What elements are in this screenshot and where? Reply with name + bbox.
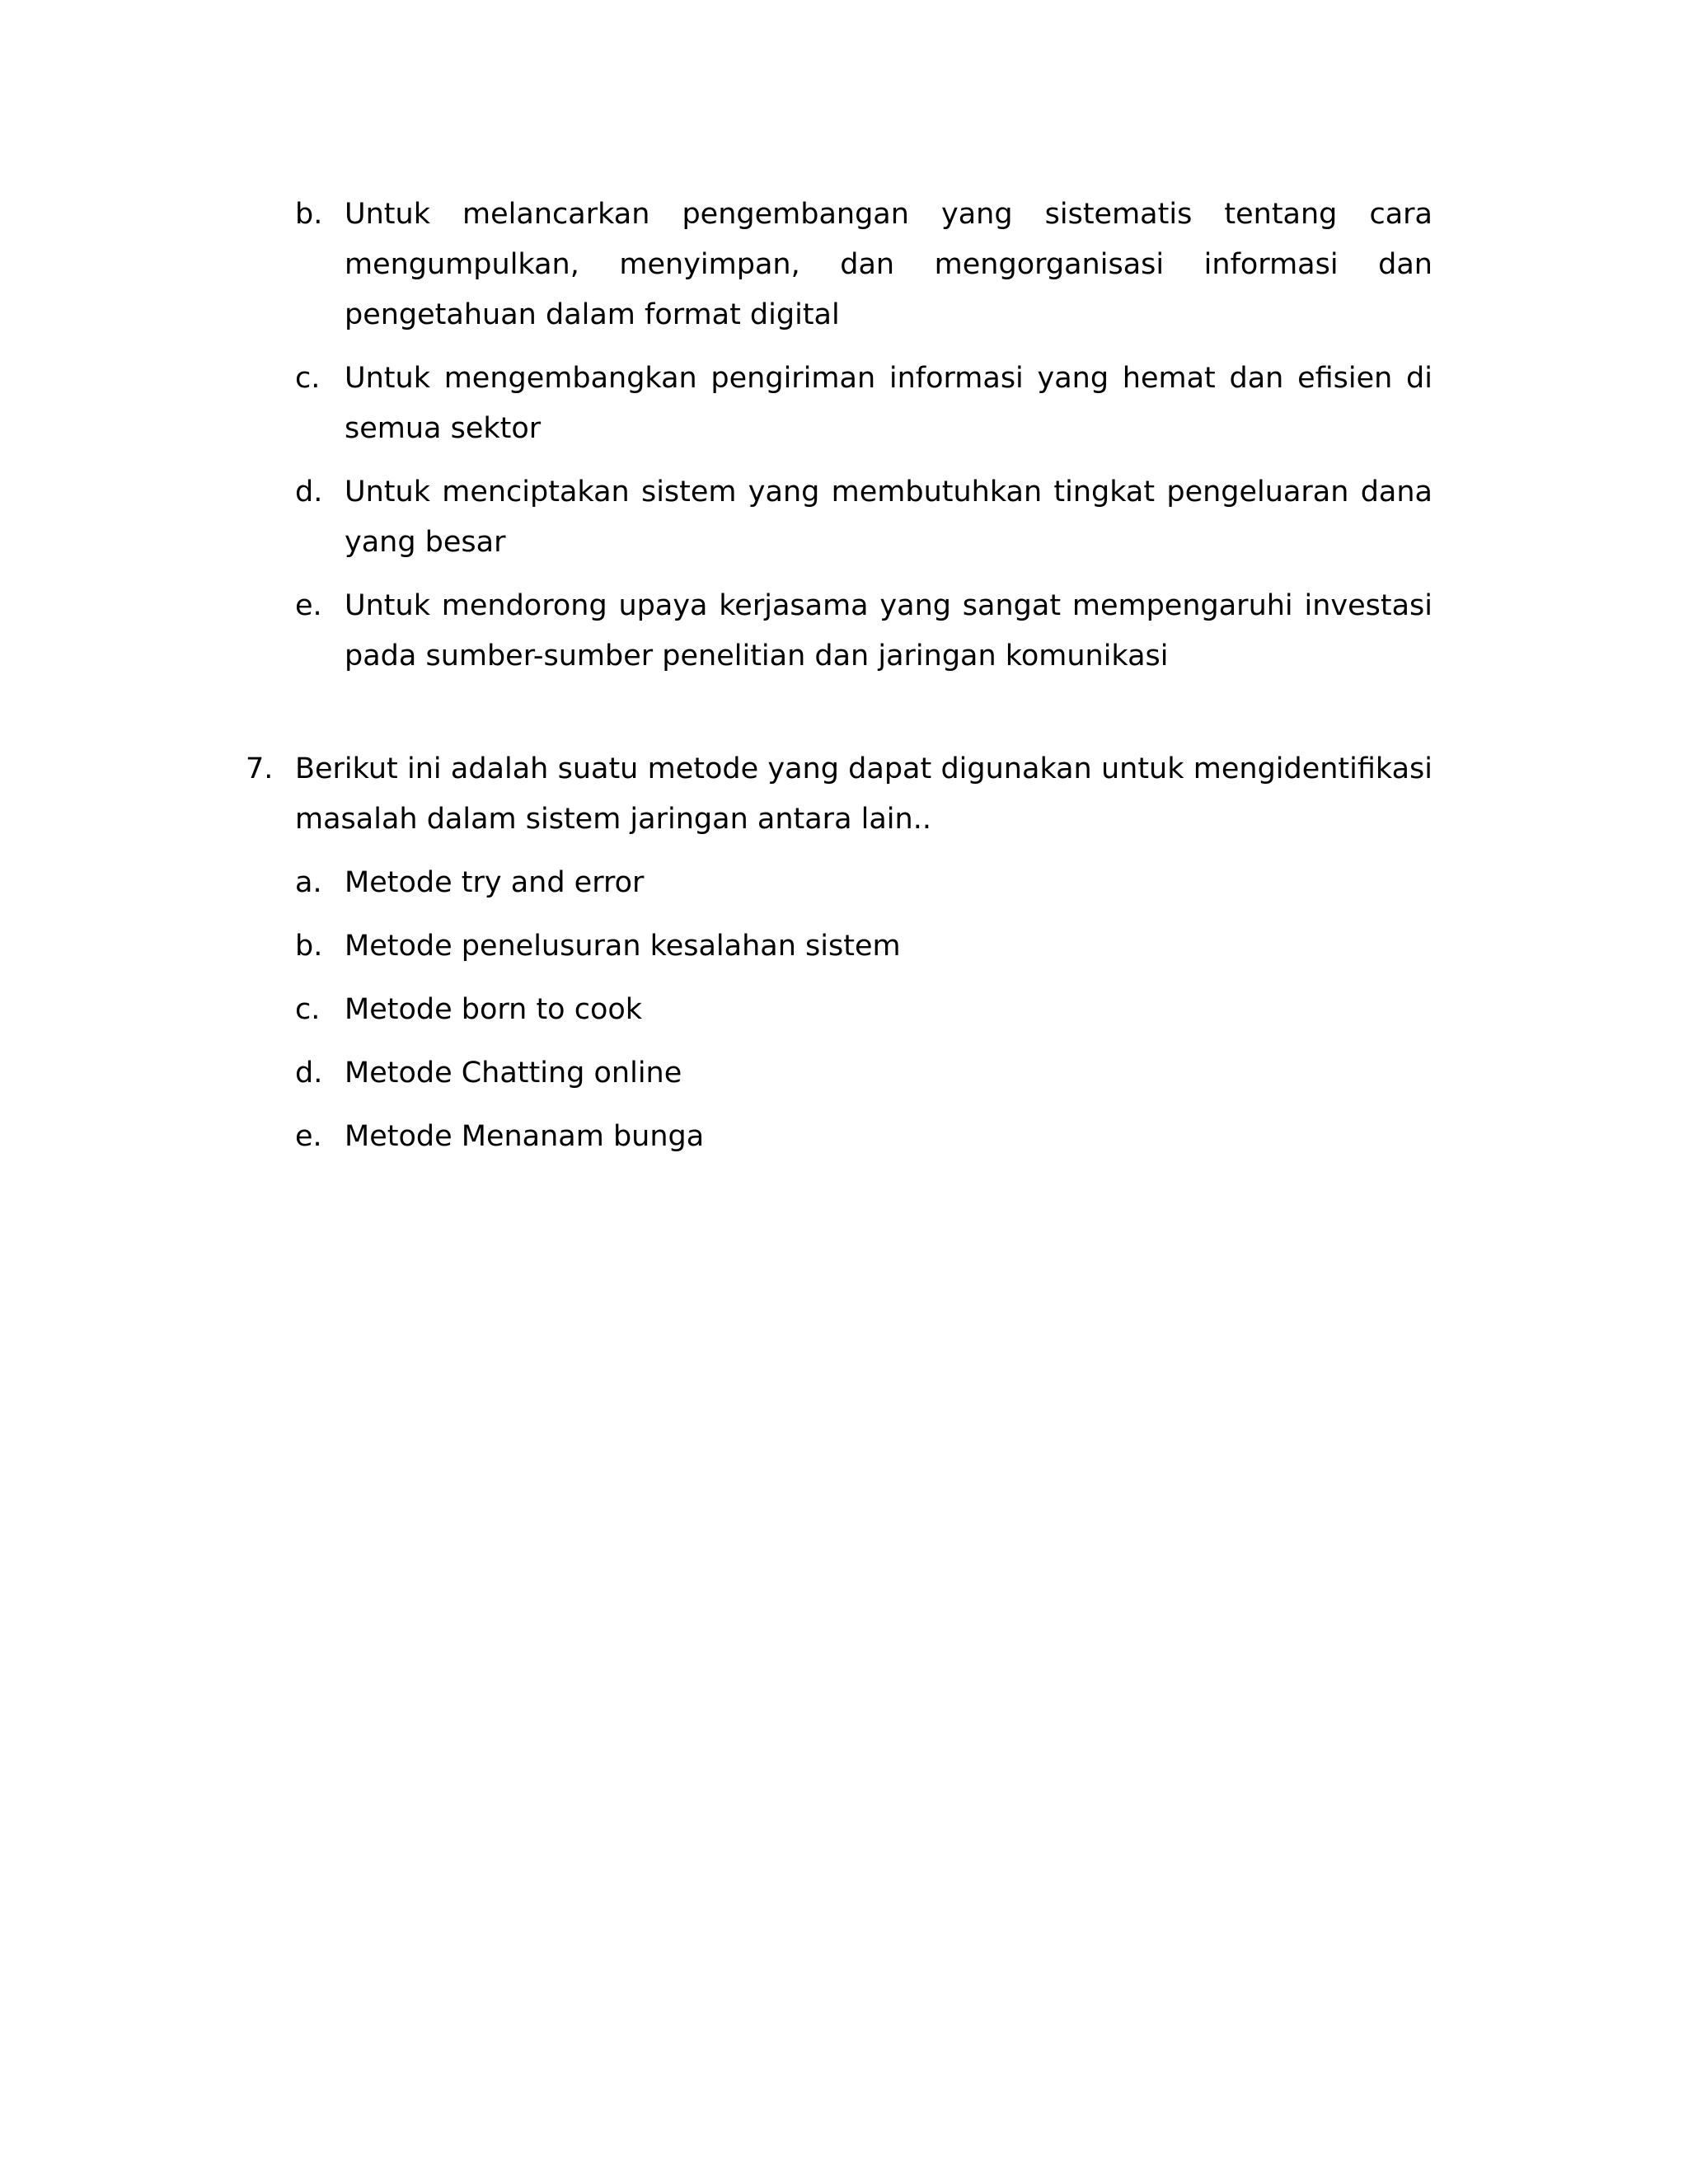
option-item bbox=[246, 581, 1432, 682]
option-letter: e. bbox=[295, 1120, 322, 1153]
option-text: Metode born to cook bbox=[345, 993, 643, 1026]
option-text: Metode try and error bbox=[345, 866, 645, 899]
question-text: Berikut ini adalah suatu metode yang dapat digunakan untuk mengidentifikasi masalah dalam sistem jaringan antara lain.. bbox=[295, 752, 1432, 836]
question-options-list bbox=[246, 858, 1432, 1162]
option-text: Untuk melancarkan pengembangan yang sistematis tentang cara mengumpulkan, menyimpan, dan mengorganisasi informasi dan pengetahuan dalam format digital bbox=[345, 198, 1432, 331]
option-text: Metode penelusuran kesalahan sistem bbox=[345, 930, 901, 963]
option-text: Untuk menciptakan sistem yang membutuhkan tingkat pengeluaran dana yang besar bbox=[345, 476, 1432, 559]
continued-options-list bbox=[246, 190, 1432, 682]
question-number: 7. bbox=[246, 752, 274, 785]
option-item bbox=[246, 190, 1432, 340]
option-letter: d. bbox=[295, 1057, 323, 1090]
option-text: Metode Chatting online bbox=[345, 1057, 682, 1090]
option-letter: c. bbox=[295, 362, 321, 395]
option-item bbox=[246, 467, 1432, 568]
option-letter: b. bbox=[295, 930, 323, 963]
option-text: Untuk mendorong upaya kerjasama yang sangat mempengaruhi investasi pada sumber-sumber penelitian dan jaringan komunikasi bbox=[345, 589, 1432, 673]
option-text: Metode Menanam bunga bbox=[345, 1120, 705, 1153]
option-item bbox=[246, 985, 1432, 1035]
option-item bbox=[246, 1112, 1432, 1162]
option-letter: e. bbox=[295, 589, 322, 622]
option-letter: a. bbox=[295, 866, 322, 899]
option-item bbox=[246, 1048, 1432, 1099]
option-letter: b. bbox=[295, 198, 323, 231]
option-letter: d. bbox=[295, 476, 323, 509]
option-text: Untuk mengembangkan pengiriman informasi yang hemat dan efisien di semua sektor bbox=[345, 362, 1432, 445]
question-stem bbox=[246, 744, 1432, 845]
option-letter: c. bbox=[295, 993, 321, 1026]
option-item bbox=[246, 858, 1432, 908]
option-item bbox=[246, 354, 1432, 454]
question-7 bbox=[246, 744, 1432, 1162]
option-item bbox=[246, 921, 1432, 972]
page-content bbox=[246, 190, 1432, 1175]
